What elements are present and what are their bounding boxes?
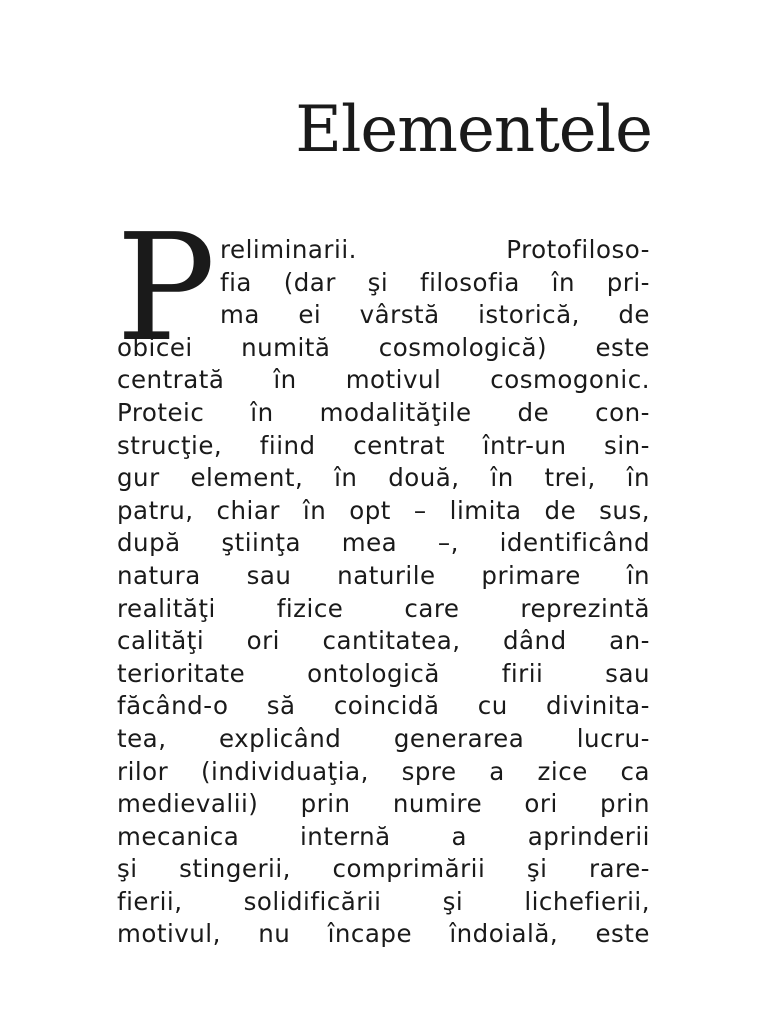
text-line: realităţi fizice care reprezintă [117, 593, 650, 623]
text-line: strucţie, fiind centrat într-un sin- [117, 430, 650, 460]
text-line: fia (dar şi filosofia în pri- [220, 267, 650, 297]
text-line: centrată în motivul cosmogonic. [117, 365, 650, 395]
text-line: obicei numită cosmologică) este [117, 332, 650, 362]
chapter-title: Elementele [295, 93, 652, 167]
text-line: medievalii) prin numire ori prin [117, 789, 650, 819]
drop-cap-letter: P [116, 202, 216, 374]
text-line: ma ei vârstă istorică, de [220, 300, 650, 330]
text-line: gur element, în două, în trei, în [117, 463, 650, 493]
text-line: calităţi ori cantitatea, dând an- [117, 626, 650, 656]
text-line: natura sau naturile primare în [117, 560, 650, 590]
text-line: fierii, solidificării şi lichefierii, [117, 886, 650, 916]
lead-word: reliminarii [220, 235, 349, 264]
text-line: după ştiinţa mea –, identificând [117, 528, 650, 558]
text-line: Proteic în modalităţile de con- [117, 397, 650, 427]
text-line: şi stingerii, comprimării şi rare- [117, 854, 650, 884]
text-line: patru, chiar în opt – limita de sus, [117, 495, 650, 525]
text-line: rilor (individuaţia, spre a zice ca [117, 756, 650, 786]
text-line: terioritate ontologică firii sau [117, 658, 650, 688]
text-line: motivul, nu încape îndoială, este [117, 919, 650, 949]
body-paragraph [117, 234, 650, 951]
text-line: mecanica internă a aprinderii [117, 821, 650, 851]
text-line: tea, explicând generarea lucru- [117, 723, 650, 753]
text-line: reliminarii. Protofiloso- [220, 235, 650, 264]
text-line: făcând-o să coincidă cu divinita- [117, 691, 650, 721]
